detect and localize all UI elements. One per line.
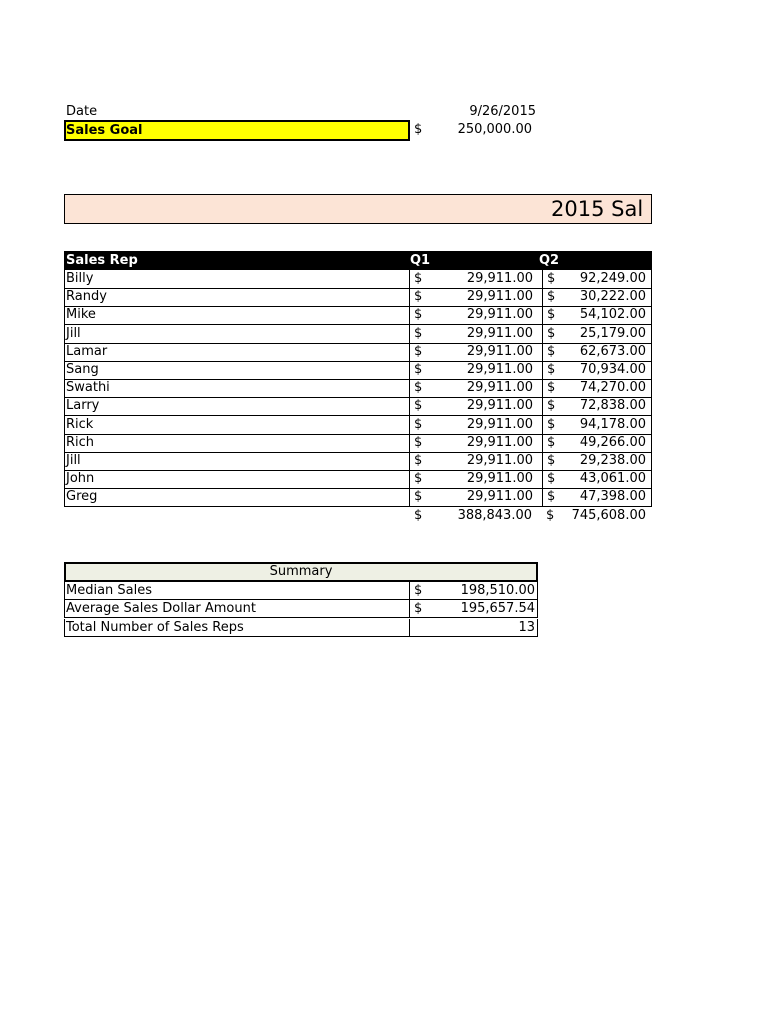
q2-amount: 72,838.00 xyxy=(579,398,646,414)
q2-amount: 54,102.00 xyxy=(579,307,646,323)
q2-cell[interactable] xyxy=(542,379,652,397)
q1-cell[interactable] xyxy=(409,434,542,452)
rep-name[interactable]: Larry xyxy=(66,398,100,414)
currency-symbol: $ xyxy=(547,471,556,487)
table-row[interactable] xyxy=(64,434,652,453)
currency-symbol: $ xyxy=(414,362,423,377)
currency-symbol: $ xyxy=(414,583,423,598)
q1-cell[interactable] xyxy=(409,306,542,324)
summary-value-cell[interactable] xyxy=(409,600,538,617)
rep-name[interactable]: Rich xyxy=(66,434,95,450)
currency-symbol: $ xyxy=(547,453,556,468)
table-row[interactable] xyxy=(64,379,652,398)
currency-symbol: $ xyxy=(414,471,423,487)
q1-amount: 29,911.00 xyxy=(466,325,533,341)
q1-amount: 29,911.00 xyxy=(466,271,533,286)
table-row[interactable] xyxy=(64,288,652,307)
q2-cell[interactable] xyxy=(542,361,652,379)
table-row[interactable] xyxy=(64,416,652,435)
q1-amount: 29,911.00 xyxy=(466,307,533,323)
rep-name[interactable]: Jill xyxy=(66,453,81,468)
currency-symbol: $ xyxy=(414,489,423,505)
q1-amount: 29,911.00 xyxy=(466,343,533,359)
currency-symbol: $ xyxy=(547,416,556,432)
rep-name[interactable]: John xyxy=(66,471,95,487)
currency-symbol: $ xyxy=(547,289,556,305)
summary-row[interactable] xyxy=(64,582,538,600)
report-title: 2015 Sal xyxy=(551,197,644,221)
currency-symbol: $ xyxy=(414,343,423,359)
table-row[interactable] xyxy=(64,343,652,362)
summary-value: 195,657.54 xyxy=(460,601,535,617)
q1-cell[interactable] xyxy=(409,488,542,506)
q1-amount: 29,911.00 xyxy=(466,434,533,450)
q2-amount: 70,934.00 xyxy=(579,362,646,377)
currency-symbol: $ xyxy=(414,289,423,305)
q2-cell[interactable] xyxy=(542,452,652,470)
q1-cell[interactable] xyxy=(409,361,542,379)
rep-name[interactable]: Lamar xyxy=(66,343,108,359)
currency-symbol: $ xyxy=(414,325,423,341)
rep-name[interactable]: Randy xyxy=(66,289,107,305)
currency-symbol: $ xyxy=(547,325,556,341)
q1-amount: 29,911.00 xyxy=(466,416,533,432)
q2-amount: 43,061.00 xyxy=(579,471,646,487)
q1-cell[interactable] xyxy=(409,270,542,288)
rep-name[interactable]: Jill xyxy=(66,325,81,341)
q1-amount: 29,911.00 xyxy=(466,362,533,377)
summary-value-cell[interactable] xyxy=(409,582,538,599)
total-q1-currency: $ xyxy=(414,508,423,523)
sales-goal-amount[interactable]: 250,000.00 xyxy=(457,122,532,137)
currency-symbol: $ xyxy=(547,398,556,414)
currency-symbol: $ xyxy=(547,343,556,359)
q2-cell[interactable] xyxy=(542,325,652,343)
q2-amount: 47,398.00 xyxy=(579,489,646,505)
q1-amount: 29,911.00 xyxy=(466,453,533,468)
table-row[interactable] xyxy=(64,452,652,471)
currency-symbol: $ xyxy=(547,271,556,286)
q1-cell[interactable] xyxy=(409,452,542,470)
currency-symbol: $ xyxy=(547,380,556,396)
currency-symbol: $ xyxy=(414,453,423,468)
q1-cell[interactable] xyxy=(409,325,542,343)
q1-cell[interactable] xyxy=(409,416,542,434)
total-q2-currency: $ xyxy=(546,508,555,523)
currency-symbol: $ xyxy=(547,434,556,450)
header-q2: Q2 xyxy=(539,253,560,268)
currency-symbol: $ xyxy=(414,271,423,286)
q2-amount: 30,222.00 xyxy=(579,289,646,305)
rep-name[interactable]: Swathi xyxy=(66,380,110,396)
sales-goal-label: Sales Goal xyxy=(66,123,143,138)
table-header xyxy=(64,251,652,270)
rep-name[interactable]: Billy xyxy=(66,271,94,286)
q1-amount: 29,911.00 xyxy=(466,489,533,505)
summary-label: Median Sales xyxy=(66,583,153,598)
summary-row[interactable] xyxy=(64,600,538,618)
header-sales-rep: Sales Rep xyxy=(66,253,138,268)
currency-symbol: $ xyxy=(414,380,423,396)
summary-row[interactable] xyxy=(64,619,538,637)
q2-cell[interactable] xyxy=(542,434,652,452)
currency-symbol: $ xyxy=(414,307,423,323)
q2-amount: 74,270.00 xyxy=(579,380,646,396)
rep-name[interactable]: Greg xyxy=(66,489,98,505)
q2-amount: 94,178.00 xyxy=(579,416,646,432)
q2-amount: 92,249.00 xyxy=(579,271,646,286)
header-q1: Q1 xyxy=(410,253,431,268)
summary-label: Average Sales Dollar Amount xyxy=(66,601,256,617)
rep-name[interactable]: Mike xyxy=(66,307,96,323)
q1-cell[interactable] xyxy=(409,470,542,488)
q2-cell[interactable] xyxy=(542,488,652,506)
q2-cell[interactable] xyxy=(542,397,652,415)
q2-amount: 62,673.00 xyxy=(579,343,646,359)
currency-symbol: $ xyxy=(414,398,423,414)
q1-cell[interactable] xyxy=(409,397,542,415)
currency-symbol: $ xyxy=(414,601,423,617)
date-value[interactable]: 9/26/2015 xyxy=(469,104,536,119)
q1-amount: 29,911.00 xyxy=(466,289,533,305)
q1-amount: 29,911.00 xyxy=(466,471,533,487)
table-row[interactable] xyxy=(64,470,652,489)
table-row[interactable] xyxy=(64,397,652,416)
currency-symbol: $ xyxy=(414,434,423,450)
q1-cell[interactable] xyxy=(409,379,542,397)
currency-symbol: $ xyxy=(547,489,556,505)
summary-label: Total Number of Sales Reps xyxy=(66,619,244,635)
table-row[interactable] xyxy=(64,270,652,289)
total-q1[interactable]: 388,843.00 xyxy=(457,508,532,523)
currency-symbol: $ xyxy=(414,416,423,432)
q1-amount: 29,911.00 xyxy=(466,380,533,396)
table-row[interactable] xyxy=(64,488,652,507)
total-q2[interactable]: 745,608.00 xyxy=(571,508,646,523)
q1-cell[interactable] xyxy=(409,288,542,306)
summary-value: 198,510.00 xyxy=(460,583,535,598)
q1-amount: 29,911.00 xyxy=(466,398,533,414)
rep-name[interactable]: Sang xyxy=(66,362,99,377)
currency-symbol: $ xyxy=(547,362,556,377)
table-row[interactable] xyxy=(64,325,652,344)
q2-cell[interactable] xyxy=(542,288,652,306)
q2-amount: 25,179.00 xyxy=(579,325,646,341)
sales-goal-currency: $ xyxy=(414,122,423,137)
q1-cell[interactable] xyxy=(409,343,542,361)
summary-value-cell[interactable] xyxy=(409,619,538,636)
q2-amount: 29,238.00 xyxy=(579,453,646,468)
q2-amount: 49,266.00 xyxy=(579,434,646,450)
q2-cell[interactable] xyxy=(542,416,652,434)
q2-cell[interactable] xyxy=(542,306,652,324)
table-row[interactable] xyxy=(64,306,652,325)
summary-header: Summary xyxy=(64,562,538,582)
date-label: Date xyxy=(66,104,98,119)
summary-value: 13 xyxy=(518,619,535,635)
title-band xyxy=(64,194,652,224)
q2-cell[interactable] xyxy=(542,470,652,488)
currency-symbol: $ xyxy=(547,307,556,323)
q2-cell[interactable] xyxy=(542,343,652,361)
rep-name[interactable]: Rick xyxy=(66,416,94,432)
table-row[interactable] xyxy=(64,361,652,380)
q2-cell[interactable] xyxy=(542,270,652,288)
